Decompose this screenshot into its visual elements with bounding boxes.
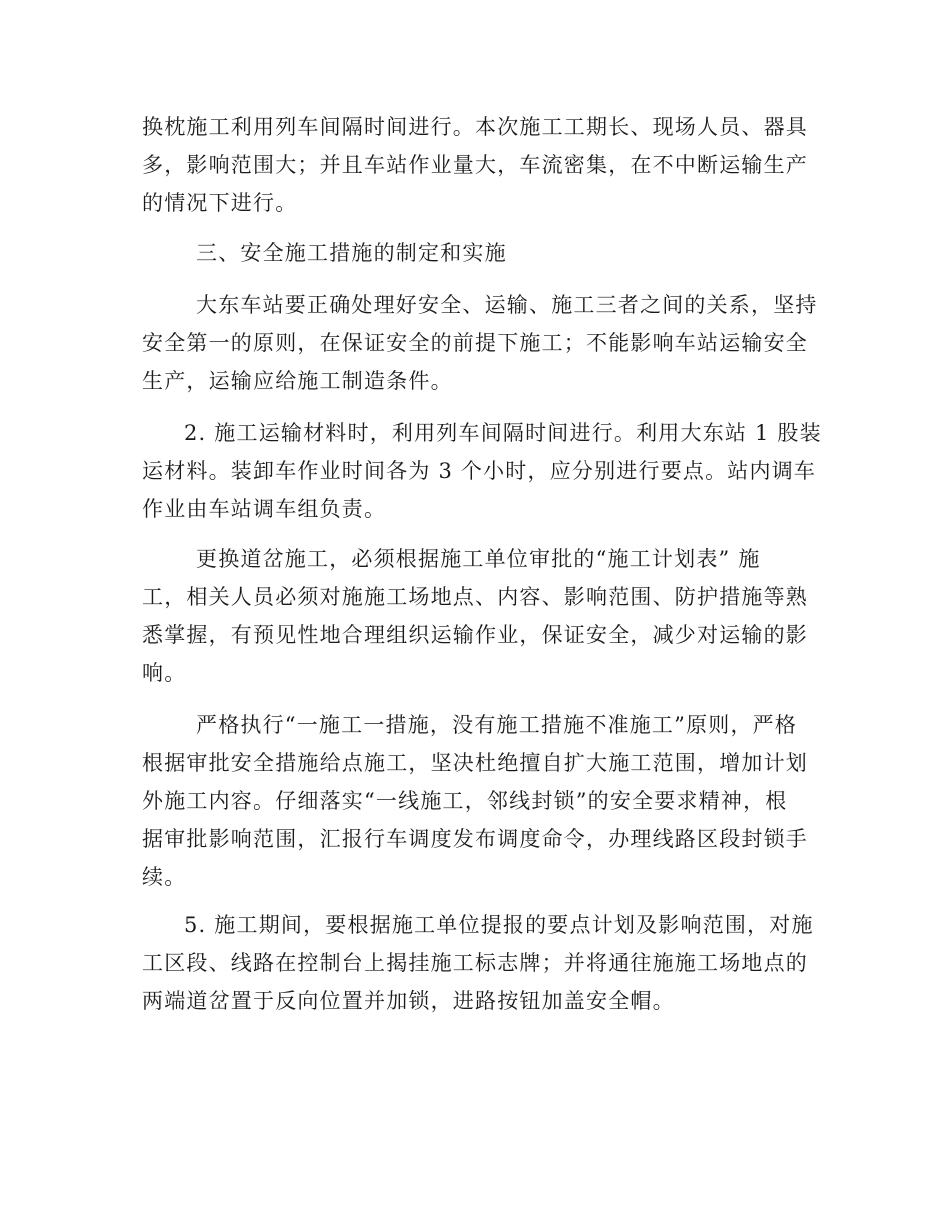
text-line: 生产，运输应给施工制造条件。 bbox=[142, 369, 453, 393]
text-line: 工，相关人员必须对施施工场地点、内容、影响范围、防护措施等熟 bbox=[142, 585, 808, 609]
text-line: 5. 施工期间，要根据施工单位提报的要点计划及影响范围，对施 bbox=[184, 913, 814, 937]
text-line: 作业由车站调车组负责。 bbox=[142, 497, 387, 521]
text-line: 工区段、线路在控制台上揭挂施工标志牌；并将通往施施工场地点的 bbox=[142, 951, 808, 975]
text-line: 换枕施工利用列车间隔时间进行。本次施工工期长、现场人员、器具 bbox=[142, 115, 808, 139]
text-line: 悉掌握，有预见性地合理组织运输作业，保证安全，减少对运输的影 bbox=[142, 623, 808, 647]
heading-text: 三、安全施工措施的制定和实施 bbox=[196, 241, 507, 265]
text-line: 严格执行“一施工一措施，没有施工措施不准施工”原则，严格 bbox=[196, 713, 798, 737]
paragraph-3 bbox=[142, 286, 818, 400]
paragraph-7 bbox=[142, 906, 814, 1020]
text-line: 据审批影响范围，汇报行车调度发布调度命令，办理线路区段封锁手 bbox=[142, 827, 808, 851]
paragraph-4 bbox=[142, 414, 822, 528]
paragraph-6 bbox=[142, 706, 808, 896]
text-line: 续。 bbox=[142, 865, 187, 889]
text-line: 外施工内容。仔细落实“一线施工，邻线封锁”的安全要求精神，根 bbox=[142, 789, 788, 813]
paragraph-1 bbox=[142, 108, 808, 222]
text-line: 两端道岔置于反向位置并加锁，进路按钮加盖安全帽。 bbox=[142, 989, 675, 1013]
paragraph-5 bbox=[142, 540, 808, 692]
text-line: 更换道岔施工，必须根据施工单位审批的“施工计划表” 施 bbox=[196, 547, 761, 571]
text-line: 大东车站要正确处理好安全、运输、施工三者之间的关系，坚持 bbox=[196, 293, 818, 317]
section-heading bbox=[196, 234, 856, 272]
text-line: 多，影响范围大；并且车站作业量大，车流密集，在不中断运输生产 bbox=[142, 153, 808, 177]
text-line: 安全第一的原则，在保证安全的前提下施工；不能影响车站运输安全 bbox=[142, 331, 808, 355]
text-line: 响。 bbox=[142, 661, 187, 685]
text-line: 的情况下进行。 bbox=[142, 191, 298, 215]
text-line: 2. 施工运输材料时，利用列车间隔时间进行。利用大东站 1 股装 bbox=[184, 421, 822, 445]
text-line: 运材料。装卸车作业时间各为 3 个小时，应分别进行要点。站内调车 bbox=[142, 459, 817, 483]
text-line: 根据审批安全措施给点施工，坚决杜绝擅自扩大施工范围，增加计划 bbox=[142, 751, 808, 775]
